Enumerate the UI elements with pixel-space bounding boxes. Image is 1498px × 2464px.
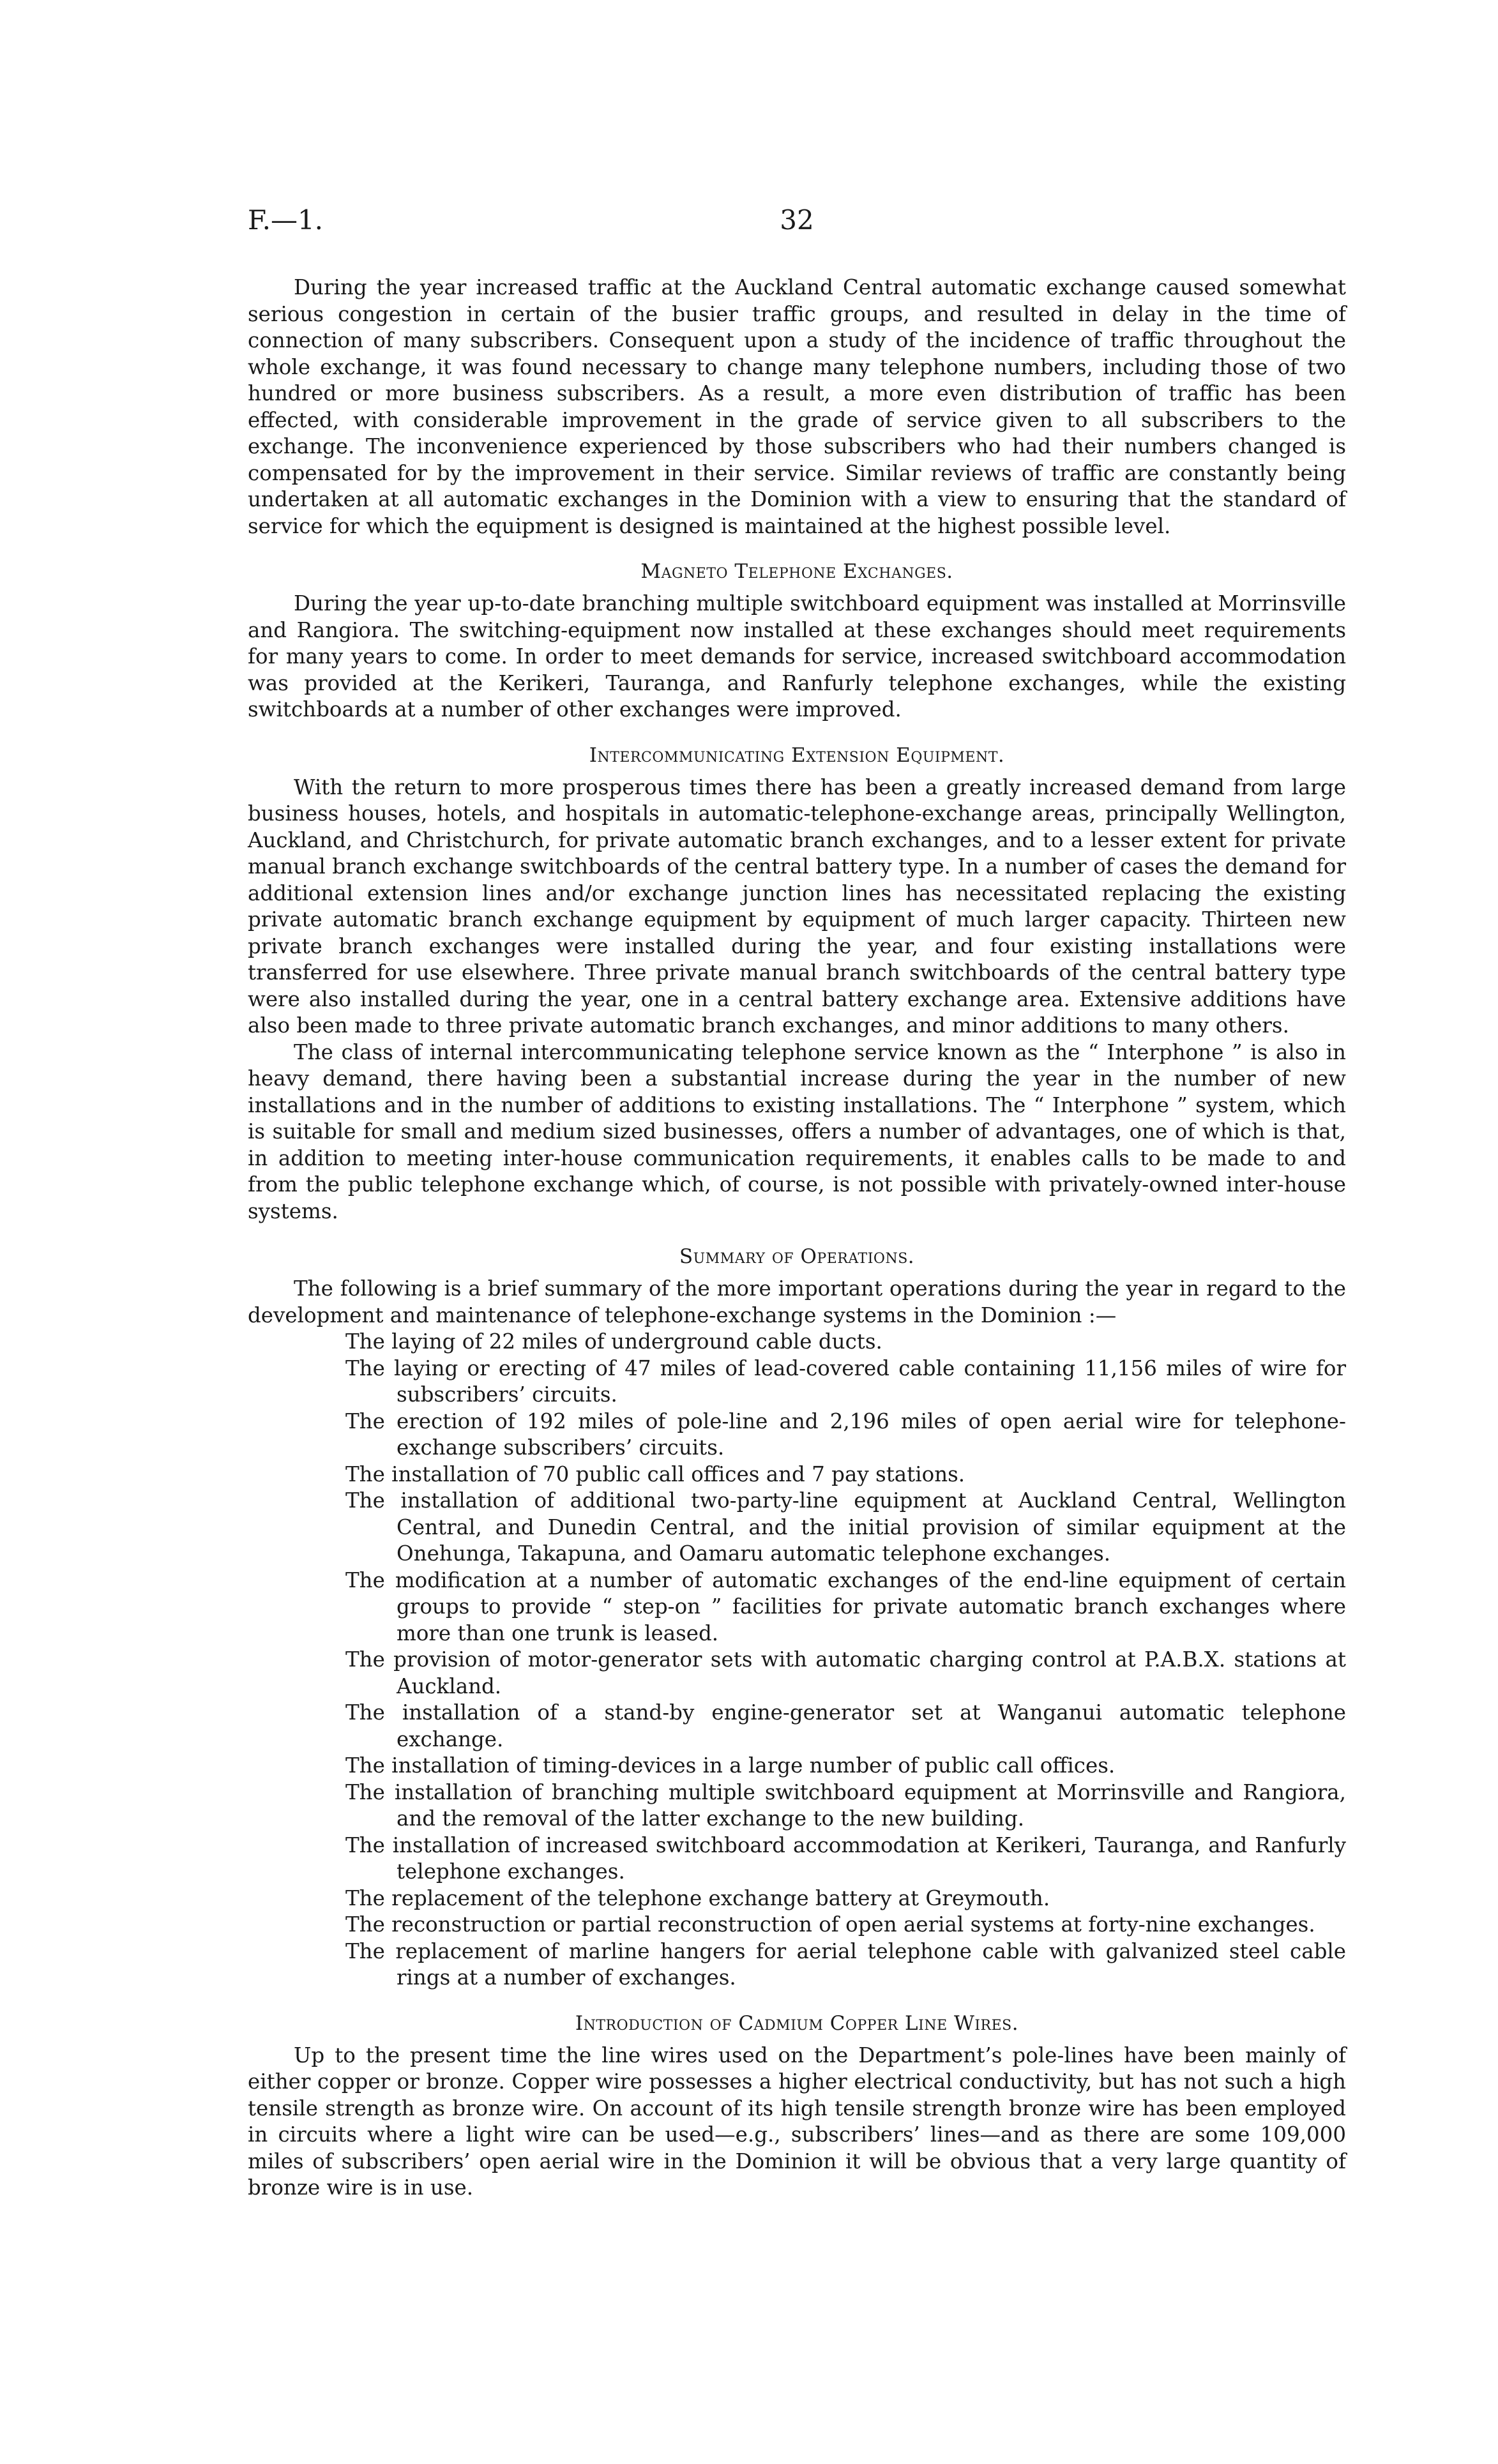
paragraph-magneto-exchanges: During the year up-to-date branching multiple switchboard equipment was installed at Morrinsville and Rangiora. The switching-equipment now installed at these exchanges should meet requirements for many years to come. In order to meet demands for service, increased switchboard accommodation was provided at the Kerikeri, Tauranga, and Ranfurly telephone exchanges, while the existing switchboards at a number of other exchanges were improved. <box>248 591 1346 722</box>
paragraph-summary-intro: The following is a brief summary of the more important operations during the year in regard to the development and maintenance of telephone-exchange systems in the Dominion :— <box>248 1276 1346 1327</box>
operation-item: The erection of 192 miles of pole-line and 2,196 miles of open aerial wire for telephone-exchange subscribers’ circuits. <box>345 1409 1346 1460</box>
paragraph-interphone: The class of internal intercommunicating telephone service known as the “ Interphone ” is also in heavy demand, there having been a substantial increase during the year in the number of new installations and in the number of additions to existing installations. The “ Interphone ” system, which is suitable for small and medium sized businesses, offers a number of advantages, one of which is that, in addition to meeting inter-house communication requirements, it enables calls to be made to and from the public telephone exchange which, of course, is not possible with privately-owned inter-house systems. <box>248 1039 1346 1223</box>
heading-cadmium-copper-wires: Introduction of Cadmium Copper Line Wires. <box>575 2011 1019 2035</box>
heading-magneto-exchanges: Magneto Telephone Exchanges. <box>640 560 953 583</box>
operation-item: The laying of 22 miles of underground cable ducts. <box>345 1329 882 1354</box>
heading-intercommunicating-equipment: Intercommunicating Extension Equipment. <box>589 743 1005 767</box>
paragraph-cadmium-copper: Up to the present time the line wires used on the Department’s pole-lines have been mainly of either copper or bronze. Copper wire possesses a higher electrical conductivity, but has not such a high tensile strength as bronze wire. On account of its high tensile strength bronze wire has been employed in circuits where a light wire can be used—e.g., subscribers’ lines—and as there are some 109,000 miles of subscribers’ open aerial wire in the Dominion it will be obvious that a very large quantity of bronze wire is in use. <box>248 2043 1346 2200</box>
operation-item: The modification at a number of automatic exchanges of the end-line equipment of certain groups to provide “ step-on ” facilities for private automatic branch exchanges where more than one trunk is leased. <box>345 1568 1346 1645</box>
operation-item: The installation of increased switchboard accommodation at Kerikeri, Tauranga, and Ranfurly telephone exchanges. <box>345 1833 1346 1884</box>
heading-summary-of-operations: Summary of Operations. <box>679 1245 915 1268</box>
operation-item: The reconstruction or partial reconstruction of open aerial systems at forty-nine exchanges. <box>345 1912 1315 1937</box>
operation-item: The provision of motor-generator sets with automatic charging control at P.A.B.X. stations at Auckland. <box>345 1647 1346 1698</box>
document-body <box>248 275 1346 2202</box>
paragraph-auckland-traffic: During the year increased traffic at the Auckland Central automatic exchange caused somewhat serious congestion in certain of the busier traffic groups, and resulted in delay in the time of connection of many subscribers. Consequent upon a study of the incidence of traffic throughout the whole exchange, it was found necessary to change many telephone numbers, including those of two hundred or more business subscribers. As a result, a more even distribution of traffic has been effected, with considerable improvement in the grade of service given to all subscribers to the exchange. The inconvenience experienced by those subscribers who had their numbers changed is compensated for by the improvement in their service. Similar reviews of traffic are constantly being undertaken at all automatic exchanges in the Dominion with a view to ensuring that the standard of service for which the equipment is designed is maintained at the highest possible level. <box>248 275 1346 538</box>
operation-item: The installation of timing-devices in a large number of public call offices. <box>345 1753 1116 1778</box>
operations-list <box>248 1329 1346 1992</box>
page-header <box>248 204 1346 243</box>
operation-item: The replacement of marline hangers for aerial telephone cable with galvanized steel cable rings at a number of exchanges. <box>345 1939 1346 1990</box>
operation-item: The installation of additional two-party-line equipment at Auckland Central, Wellington Central, and Dunedin Central, and the initial provision of similar equipment at the Onehunga, Takapuna, and Oamaru automatic telephone exchanges. <box>345 1488 1346 1566</box>
operation-item: The installation of 70 public call offices and 7 pay stations. <box>345 1462 965 1486</box>
document-code: F.—1. <box>248 204 324 236</box>
operation-item: The installation of branching multiple switchboard equipment at Morrinsville and Rangiora, and the removal of the latter exchange to the new building. <box>345 1780 1346 1831</box>
page-number: 32 <box>780 204 814 236</box>
paragraph-intercom-demand: With the return to more prosperous times there has been a greatly increased demand from large business houses, hotels, and hospitals in automatic-telephone-exchange areas, principally Wellington, Auckland, and Christchurch, for private automatic branch exchanges, and to a lesser extent for private manual branch exchange switchboards of the central battery type. In a number of cases the demand for additional extension lines and/or exchange junction lines has necessitated replacing the existing private automatic branch exchange equipment by equipment of much larger capacity. Thirteen new private branch exchanges were installed during the year, and four existing installations were transferred for use elsewhere. Three private manual branch switchboards of the central battery type were also installed during the year, one in a central battery exchange area. Extensive additions have also been made to three private automatic branch exchanges, and minor additions to many others. <box>248 775 1346 1038</box>
operation-item: The laying or erecting of 47 miles of lead-covered cable containing 11,156 miles of wire for subscribers’ circuits. <box>345 1356 1346 1407</box>
operation-item: The replacement of the telephone exchange battery at Greymouth. <box>345 1886 1050 1910</box>
operation-item: The installation of a stand-by engine-generator set at Wanganui automatic telephone exchange. <box>345 1700 1346 1751</box>
